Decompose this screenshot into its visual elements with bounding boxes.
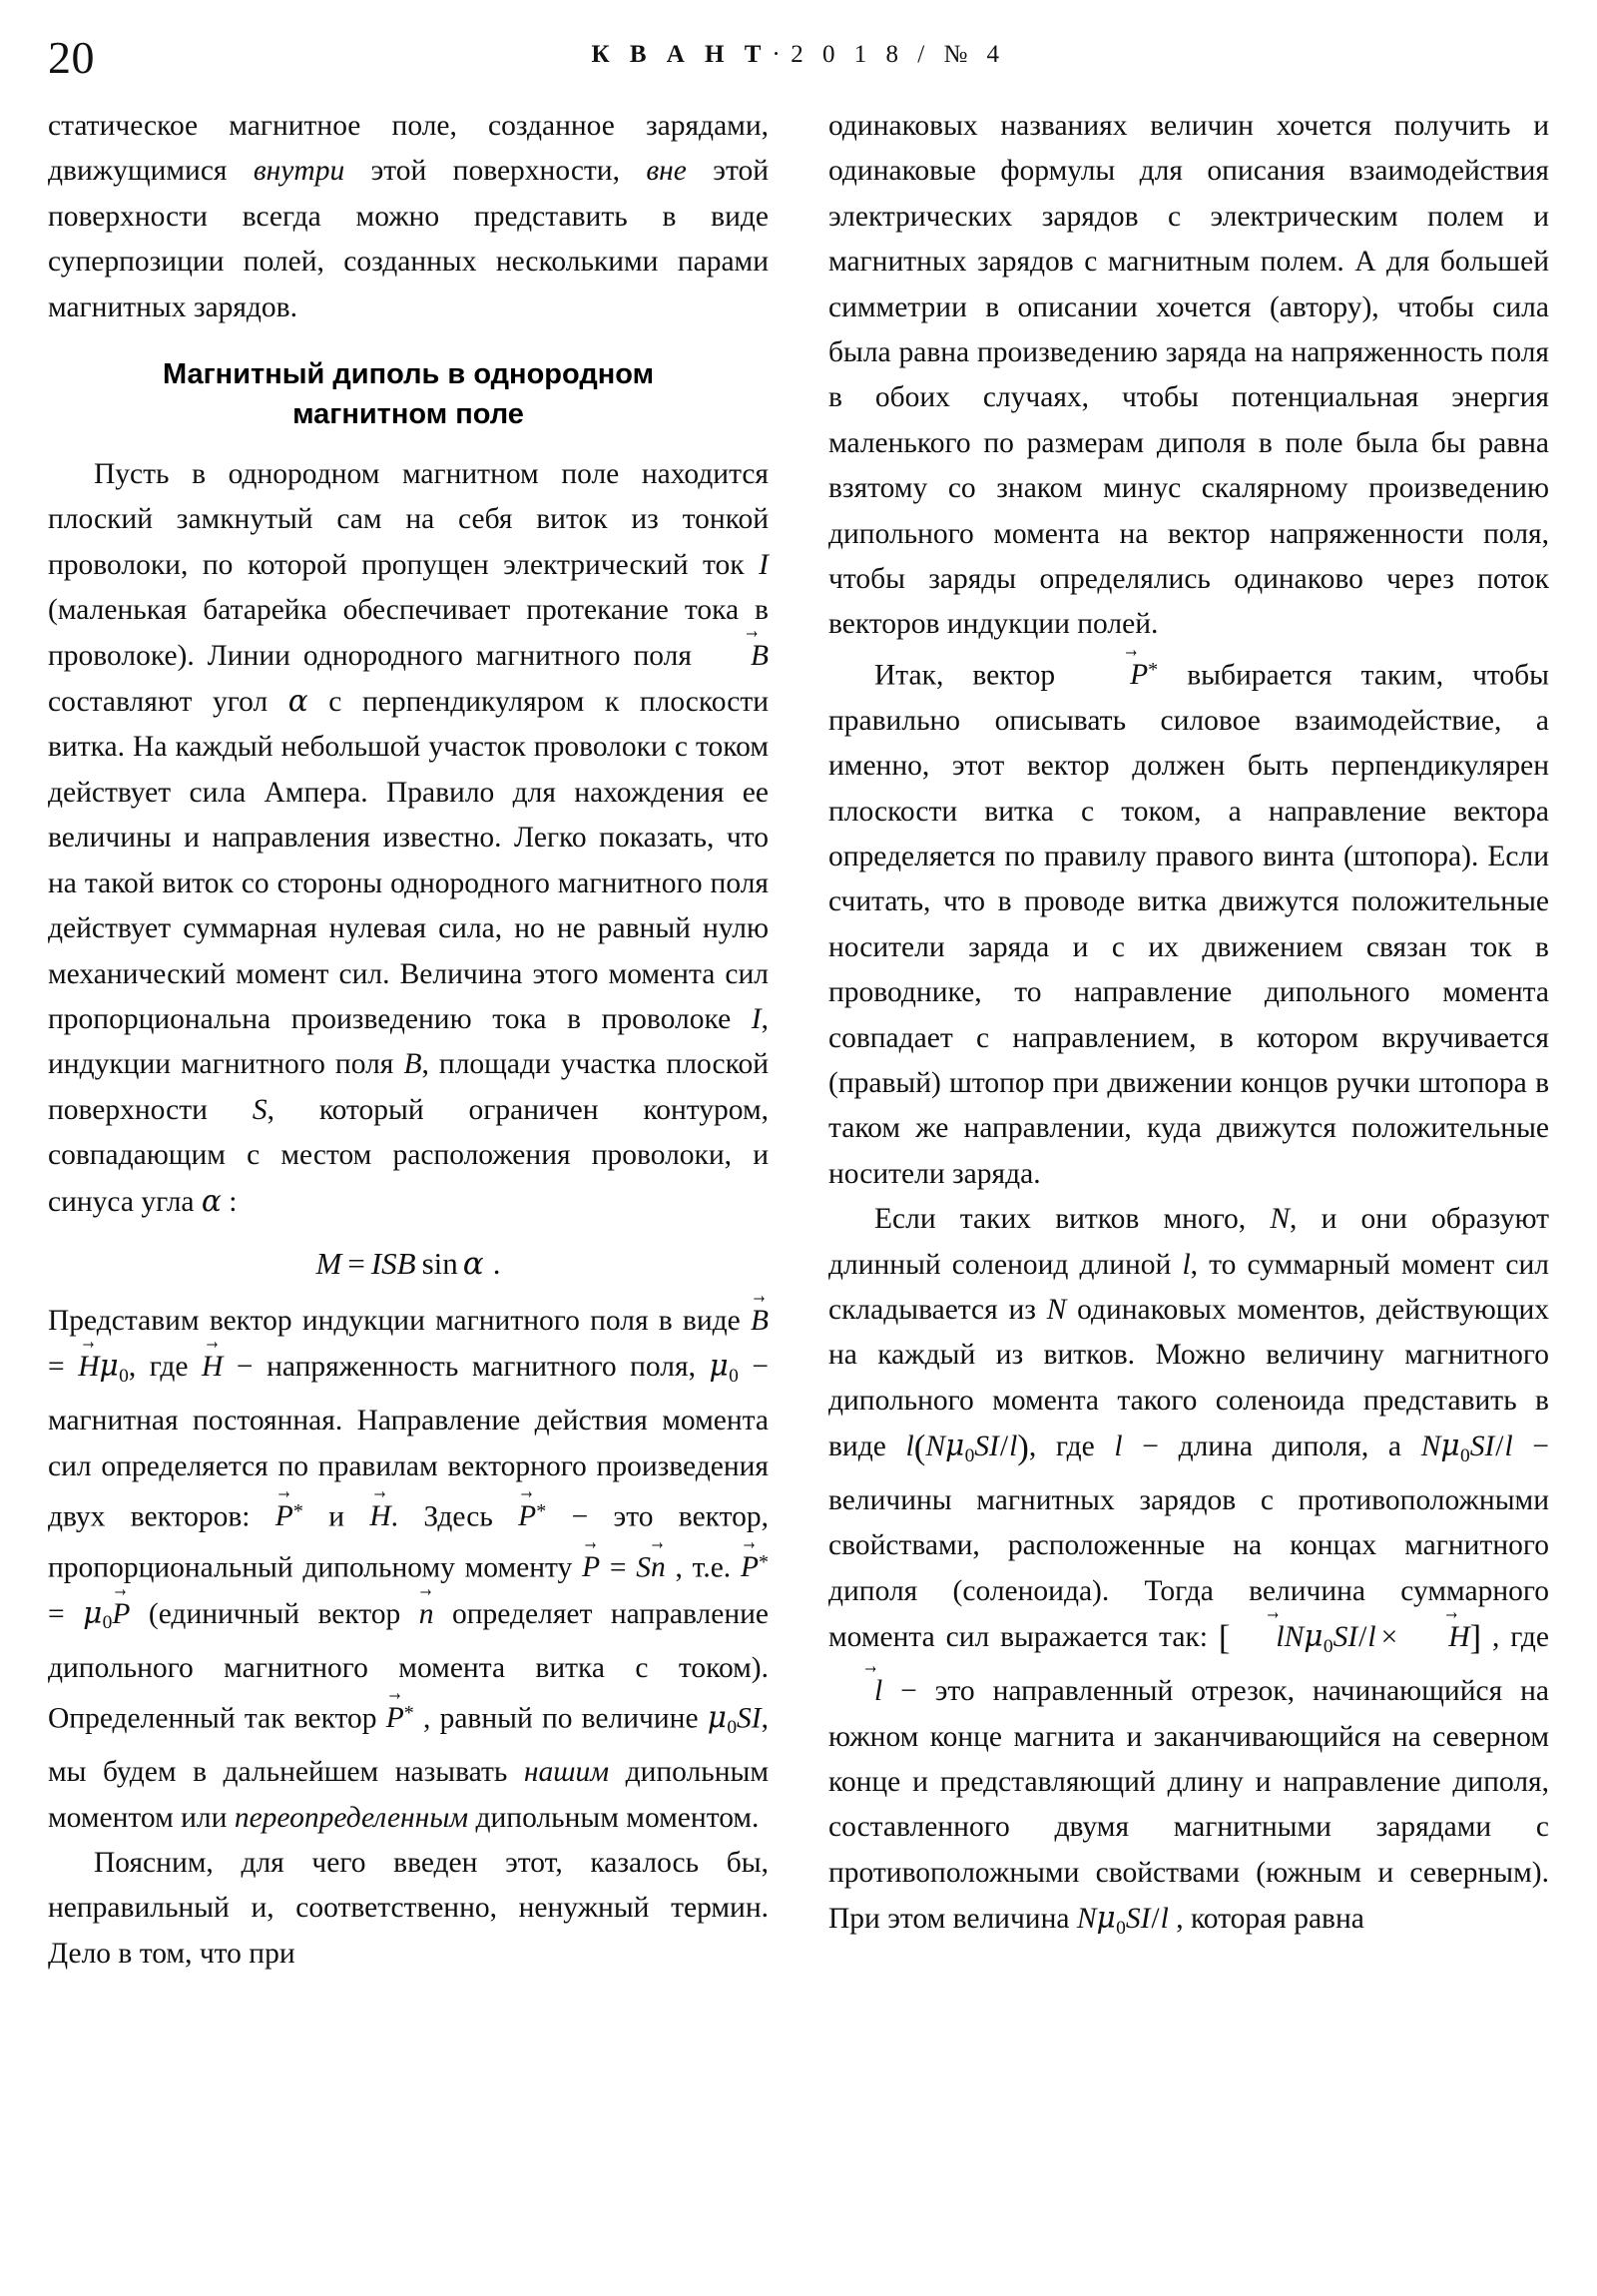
text-run: Пусть в однородном магнитном поле находится плоский замкнутый сам на себя виток из тонкой проволоки, по которой пропущен электрический ток	[48, 458, 769, 581]
text-run: , индукции магнитного поля	[48, 1002, 769, 1081]
math-bracket-close: ]	[1469, 1618, 1482, 1658]
math-SI: SI	[1332, 1621, 1358, 1654]
paragraph-vector-P-star	[828, 648, 1549, 1197]
text-run: , мы будем в дальнейшем называть	[48, 1702, 769, 1789]
math-vector-H: H →	[369, 1494, 390, 1539]
text-run: (маленькая батарейка обеспечивает протекание тока в проволоке). Линии однородного магнитного поля	[48, 594, 769, 672]
math-star: *	[536, 1500, 547, 1522]
text-run: − магнитная постоянная. Направление действия момента сил определяется по правилам векторного произведения двух векторов:	[48, 1351, 770, 1533]
math-slash: /	[1495, 1431, 1504, 1463]
paragraph-solenoid	[828, 1197, 1549, 1951]
math-equals: =	[48, 1597, 84, 1630]
math-paren-close: )	[1017, 1427, 1029, 1466]
math-vector-H: H →	[202, 1345, 223, 1390]
running-head	[48, 30, 1549, 90]
math-current-I: I	[759, 548, 769, 581]
math-vector-l: l →	[1230, 1615, 1284, 1660]
math-vector-P-star: P →	[1084, 653, 1148, 698]
text-run: , равный по величине	[413, 1702, 708, 1735]
eq-period: .	[492, 1245, 501, 1281]
text-run: этой поверхности всегда можно представить в виде суперпозиции полей, созданных несколькими парами магнитных зарядов.	[48, 155, 769, 323]
math-turns-N: N	[925, 1431, 945, 1463]
math-subscript-zero: 0	[727, 1716, 738, 1738]
math-vector-l: l →	[828, 1669, 882, 1714]
text-run: Итак, вектор	[874, 659, 1085, 692]
math-subscript-zero: 0	[729, 1365, 739, 1387]
math-alpha: α	[201, 1183, 222, 1218]
math-vector-B: B →	[705, 634, 769, 679]
text-run: с перпендикуляром к плоскости витка. На каждый небольшой участок проволоки с током действует сила Ампера. Правило для нахождения ее величины и направления известно. Легко показать, что на такой виток со стороны однородного магнитного поля действует суммарная нулевая сила, но не равный нулю механический момент сил. Величина этого момента сил пропорциональна произведению тока в проволоке	[48, 686, 769, 1035]
text-run: определяет направление дипольного магнитного момента витка с током). Определенный так вектор	[48, 1597, 769, 1735]
journal-title: К В А Н Т	[591, 41, 769, 68]
math-mu: μ	[1096, 1901, 1116, 1936]
math-star: *	[758, 1550, 769, 1573]
math-length-l: l	[1160, 1903, 1169, 1936]
math-vector-n: n →	[651, 1545, 666, 1590]
math-SI: SI	[737, 1702, 762, 1735]
math-equals: =	[600, 1551, 637, 1584]
math-turns-N: N	[1270, 1203, 1291, 1236]
emphasis-nashim: нашим	[523, 1756, 610, 1789]
text-run: одинаковых моментов, действующих на каждый из витков. Можно величину магнитного дипольного момента такого соленоида представить в виде	[828, 1293, 1550, 1463]
math-subscript-zero: 0	[1116, 1917, 1126, 1939]
text-run: − это направленный отрезок, начинающийся на южном конце магнита и заканчивающийся на северном конце и представляющий длину и направление диполя, составленного двумя магнитными зарядами с противоположными свойствами (южным и северным). При этом величина	[828, 1675, 1549, 1936]
math-turns-N: N	[1046, 1293, 1067, 1326]
text-run: и	[302, 1500, 370, 1533]
paragraph-continuation	[48, 104, 769, 330]
text-run: , и они образуют длинный соленоид длиной	[828, 1203, 1549, 1281]
journal-header	[48, 38, 1549, 72]
math-vector-n: n →	[419, 1592, 434, 1637]
emphasis-pereopredelennym: переопределенным	[234, 1801, 469, 1834]
emphasis-vnutri: внутри	[253, 155, 345, 188]
math-length-l: l	[1367, 1621, 1376, 1654]
math-star: *	[1148, 658, 1159, 681]
math-slash: /	[1358, 1621, 1367, 1654]
math-area-S: S	[636, 1551, 652, 1584]
eq-sin: sin	[421, 1245, 458, 1281]
math-vector-P: P →	[112, 1592, 130, 1637]
math-length-l: l	[1009, 1431, 1018, 1463]
paragraph-dipole-setup	[48, 452, 769, 1225]
math-paren-open: (	[913, 1427, 926, 1466]
text-run: , который ограничен контуром, совпадающим с местом расположения проволоки, и синуса угла	[48, 1093, 769, 1218]
math-vector-H: H →	[1402, 1615, 1469, 1660]
math-turns-N: N	[1076, 1903, 1097, 1936]
math-area-S: S	[252, 1093, 267, 1126]
right-column	[828, 104, 1549, 2270]
math-SI: SI	[974, 1431, 999, 1463]
math-alpha: α	[287, 684, 308, 719]
math-turns-N: N	[1420, 1431, 1441, 1463]
math-subscript-zero: 0	[102, 1612, 113, 1634]
text-run: , где	[1481, 1621, 1549, 1654]
text-run: , то суммарный момент сил складывается из	[828, 1248, 1549, 1326]
math-mu: μ	[709, 1349, 729, 1384]
math-mu: μ	[945, 1429, 965, 1463]
math-mu: μ	[707, 1700, 727, 1735]
text-run: (единичный вектор	[130, 1597, 419, 1630]
text-run: , т.е.	[665, 1551, 741, 1584]
math-induction-B: B	[403, 1048, 422, 1081]
math-turns-N: N	[1284, 1621, 1305, 1654]
text-run: :	[221, 1185, 238, 1218]
text-run: , где	[1028, 1431, 1115, 1463]
eq-equals: =	[347, 1245, 365, 1281]
header-separator: ·	[772, 41, 788, 68]
eq-rhs: ISB	[370, 1245, 416, 1281]
math-mu: μ	[1304, 1619, 1324, 1654]
paragraph-induction-representation	[48, 1299, 769, 1841]
section-heading	[48, 354, 769, 434]
math-vector-H: H →	[78, 1345, 99, 1390]
math-subscript-zero: 0	[1459, 1444, 1470, 1466]
math-vector-B: B →	[751, 1299, 769, 1344]
text-run: дипольным моментом.	[468, 1801, 760, 1834]
text-run: − длина диполя, а	[1122, 1431, 1421, 1463]
emphasis-vne: вне	[646, 155, 687, 188]
text-run: Если таких витков много,	[874, 1203, 1271, 1236]
math-mu: μ	[83, 1595, 103, 1630]
section-heading-line-1: Магнитный диполь в однородном	[162, 358, 655, 391]
text-run: , которая равна	[1168, 1903, 1364, 1936]
math-slash: /	[1151, 1903, 1160, 1936]
math-subscript-zero: 0	[119, 1365, 129, 1387]
text-run: . Здесь	[390, 1500, 519, 1533]
math-equals: =	[48, 1351, 79, 1384]
text-run: − величины магнитных зарядов с противоположными свойствами, расположенные на концах магнитного диполя (соленоида). Тогда величина суммарного момента сил выражается так:	[828, 1431, 1550, 1654]
math-length-l: l	[1182, 1248, 1191, 1281]
issue-label: 2 0 1 8 / № 4	[791, 41, 1006, 68]
text-run: − напряженность магнитного поля,	[223, 1351, 710, 1384]
text-run: − это вектор, пропорциональный дипольному моменту	[48, 1500, 769, 1584]
math-length-l: l	[905, 1431, 914, 1463]
math-vector-P: P →	[582, 1545, 600, 1590]
math-length-l: l	[1114, 1431, 1123, 1463]
math-vector-P-star: P →	[518, 1494, 536, 1539]
math-current-I: I	[751, 1002, 762, 1035]
text-run: этой поверхности,	[344, 155, 647, 188]
eq-lhs: M	[315, 1245, 342, 1281]
two-column-body	[48, 104, 1549, 2270]
math-bracket-open: [	[1218, 1618, 1231, 1658]
math-subscript-zero: 0	[964, 1444, 975, 1466]
math-SI: SI	[1469, 1431, 1495, 1463]
math-slash: /	[999, 1431, 1009, 1463]
page-number: 20	[48, 32, 95, 83]
math-star: *	[292, 1500, 303, 1522]
text-run: Представим вектор индукции магнитного поля в виде	[48, 1304, 751, 1337]
math-subscript-zero: 0	[1323, 1635, 1333, 1657]
math-mu: μ	[99, 1349, 119, 1384]
math-vector-P-star: P →	[741, 1545, 759, 1590]
display-equation-moment	[48, 1235, 769, 1293]
math-length-l: l	[1504, 1431, 1513, 1463]
math-mu: μ	[1440, 1429, 1460, 1463]
math-vector-P-star: P →	[386, 1696, 404, 1741]
paragraph-symmetry: одинаковых названиях величин хочется получить и одинаковые формулы для описания взаимодействия электрических зарядов с электрическим полем и магнитных зарядов с магнитным полем. А для большей симметрии в описании хочется (автору), чтобы сила была равна произведению заряда на напряженность поля в обоих случаях, чтобы потенциальная энергия маленького по размерам диполя в поле была бы равна взятому со знаком минус скалярному произведению дипольного момента на вектор напряженности поля, чтобы заряды определялись одинаково через поток векторов индукции полей.	[828, 110, 1549, 641]
text-run: , площади участка плоской поверхности	[48, 1048, 769, 1126]
paragraph-term-explanation: Поясним, для чего введен этот, казалось бы, неправильный и, соответственно, ненужный термин. Дело в том, что при	[48, 1846, 769, 1970]
math-SI: SI	[1125, 1903, 1151, 1936]
math-cross-product: ×	[1380, 1621, 1398, 1654]
eq-alpha: α	[462, 1245, 484, 1282]
math-vector-P-star: P →	[275, 1494, 293, 1539]
left-column	[48, 104, 769, 2270]
text-run: выбирается таким, чтобы правильно описывать силовое взаимодействие, а именно, этот вектор должен быть перпендикулярен плоскости витка с током, а направление вектора определяется по правилу правого винта (штопора). Если считать, что в проводе витка движутся положительные носители заряда и с их движением связан ток в проводнике, то направление дипольного момента совпадает с направлением, в котором вкручивается (правый) штопор при движении концов ручки штопора в таком же направлении, куда движутся положительные носители заряда.	[828, 659, 1549, 1190]
math-star: *	[403, 1701, 414, 1724]
text-run: составляют угол	[48, 686, 288, 719]
text-run: , где	[128, 1351, 203, 1384]
section-heading-line-2: магнитном поле	[292, 398, 524, 431]
text-run: дипольным моментом или	[48, 1756, 769, 1834]
text-run: статическое магнитное поле, созданное зарядами, движущимися	[48, 110, 769, 188]
